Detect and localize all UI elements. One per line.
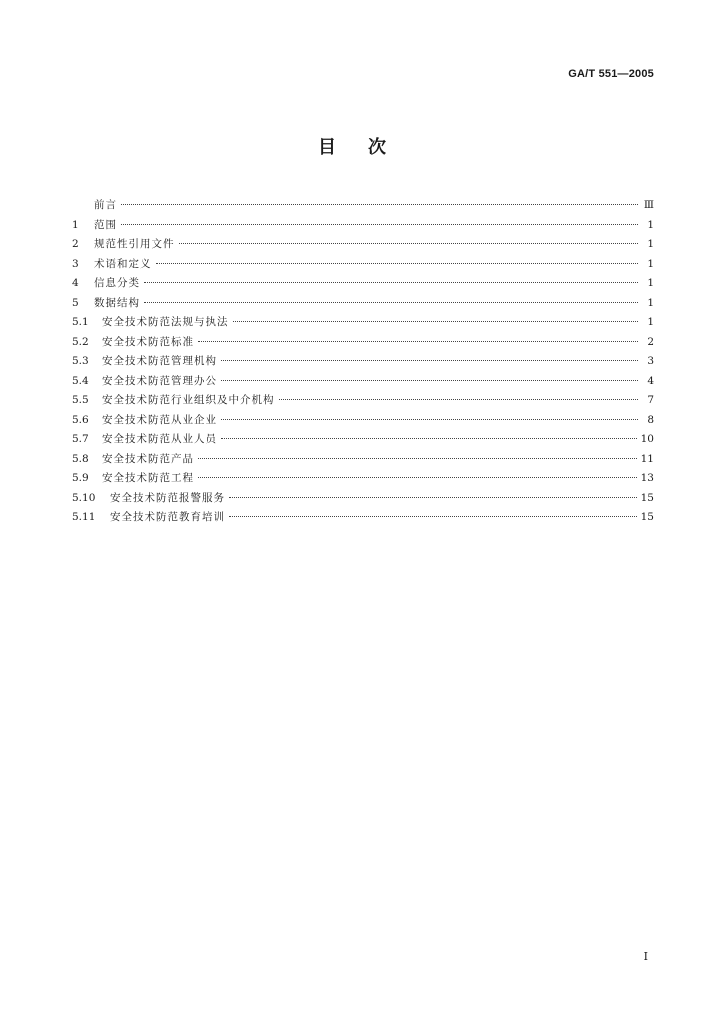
toc-entry-5-6[interactable] [72, 411, 656, 431]
toc-leader-dots [121, 224, 638, 225]
toc-leader-dots [221, 380, 638, 381]
toc-entry-number: 1 [72, 218, 79, 231]
toc-entry-label: 安全技术防范管理办公 [102, 374, 217, 387]
toc-entry-page: 1 [647, 296, 654, 309]
toc-leader-dots [144, 302, 638, 303]
toc-entry-label: 安全技术防范从业企业 [102, 413, 217, 426]
toc-entry-foreword[interactable] [72, 196, 656, 216]
toc-entry-number: 4 [72, 277, 79, 289]
toc-entry-number: 5.7 [72, 433, 89, 445]
toc-entry-number: 5.10 [72, 491, 96, 504]
toc-entry-page: 15 [640, 511, 654, 523]
toc-entry-5-10[interactable] [72, 489, 656, 509]
page-number: I [643, 950, 648, 963]
toc-leader-dots [229, 497, 637, 498]
toc-entry-5-7[interactable] [72, 430, 656, 450]
toc-entry-page: 4 [647, 374, 654, 387]
toc-entry-2[interactable] [72, 235, 656, 255]
toc-entry-label: 安全技术防范报警服务 [110, 491, 225, 504]
toc-entry-label: 安全技术防范工程 [102, 472, 194, 484]
toc-entry-page: 7 [647, 394, 654, 406]
toc-entry-number: 5.6 [72, 413, 89, 426]
toc-entry-page: 8 [647, 413, 654, 426]
toc-entry-5-9[interactable] [72, 469, 656, 489]
toc-entry-label: 安全技术防范产品 [102, 452, 194, 465]
toc-leader-dots [121, 204, 638, 205]
toc-entry-page: 1 [647, 277, 654, 289]
toc-entry-page: 1 [647, 257, 654, 270]
toc-entry-5-5[interactable] [72, 391, 656, 411]
toc-entry-number: 5.1 [72, 316, 89, 328]
toc-entry-page: 11 [640, 452, 654, 465]
toc-entry-5-2[interactable] [72, 333, 656, 353]
toc-leader-dots [229, 516, 637, 517]
toc-entry-number: 5 [72, 296, 79, 309]
table-of-contents [72, 196, 656, 528]
toc-leader-dots [279, 399, 639, 400]
toc-leader-dots [198, 341, 638, 342]
toc-leader-dots [198, 477, 637, 478]
toc-entry-number: 3 [72, 257, 79, 270]
toc-entry-label: 前言 [94, 199, 117, 211]
toc-entry-number: 5.4 [72, 374, 89, 387]
toc-entry-5-11[interactable] [72, 508, 656, 528]
toc-entry-3[interactable] [72, 255, 656, 275]
toc-entry-5-4[interactable] [72, 372, 656, 392]
toc-entry-label: 术语和定义 [94, 257, 152, 270]
toc-leader-dots [179, 243, 639, 244]
toc-entry-5[interactable] [72, 294, 656, 314]
toc-entry-label: 范围 [94, 218, 117, 231]
toc-entry-number: 5.8 [72, 452, 89, 465]
toc-leader-dots [156, 263, 639, 264]
toc-entry-label: 数据结构 [94, 296, 140, 309]
toc-entry-number: 5.11 [72, 511, 96, 523]
toc-entry-page: 1 [647, 238, 654, 250]
toc-entry-label: 规范性引用文件 [94, 238, 175, 250]
toc-entry-page: 1 [647, 316, 654, 328]
toc-entry-1[interactable] [72, 216, 656, 236]
toc-entry-page: Ⅲ [643, 199, 654, 211]
toc-entry-number: 5.5 [72, 394, 89, 406]
toc-entry-label: 安全技术防范标准 [102, 335, 194, 348]
toc-leader-dots [221, 438, 637, 439]
toc-leader-dots [198, 458, 637, 459]
toc-entry-label: 安全技术防范从业人员 [102, 433, 217, 445]
toc-entry-label: 安全技术防范行业组织及中介机构 [102, 394, 275, 406]
toc-entry-page: 10 [640, 433, 654, 445]
toc-entry-4[interactable] [72, 274, 656, 294]
toc-entry-number: 5.3 [72, 355, 89, 367]
toc-entry-number: 2 [72, 238, 79, 250]
toc-entry-number: 5.9 [72, 472, 89, 484]
toc-leader-dots [233, 321, 639, 322]
toc-leader-dots [144, 282, 638, 283]
toc-entry-label: 安全技术防范管理机构 [102, 355, 217, 367]
toc-entry-page: 1 [647, 218, 654, 231]
toc-entry-page: 2 [647, 335, 654, 348]
toc-entry-5-8[interactable] [72, 450, 656, 470]
toc-entry-number: 5.2 [72, 335, 89, 348]
toc-entry-label: 信息分类 [94, 277, 140, 289]
toc-entry-page: 3 [647, 355, 654, 367]
standard-code: GA/T 551—2005 [568, 68, 654, 80]
toc-entry-label: 安全技术防范教育培训 [110, 511, 225, 523]
toc-entry-5-1[interactable] [72, 313, 656, 333]
page-title: 目次 [318, 137, 418, 158]
toc-leader-dots [221, 419, 638, 420]
toc-entry-page: 13 [640, 472, 654, 484]
toc-entry-page: 15 [640, 491, 654, 504]
toc-entry-5-3[interactable] [72, 352, 656, 372]
toc-leader-dots [221, 360, 638, 361]
toc-entry-label: 安全技术防范法规与执法 [102, 316, 229, 328]
